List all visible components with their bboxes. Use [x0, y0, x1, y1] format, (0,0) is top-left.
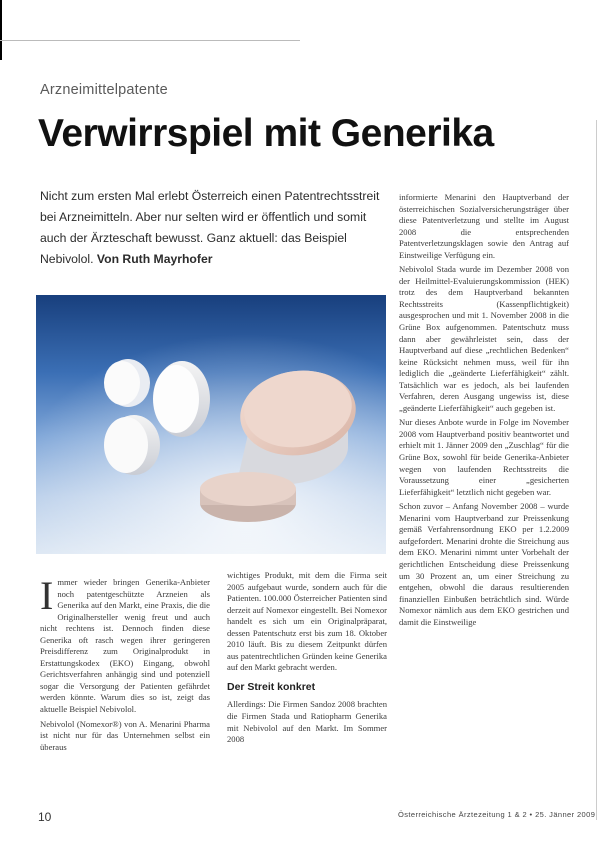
scan-edge-left [0, 0, 2, 60]
body-paragraph: Schon zuvor – Anfang November 2008 – wurde Menarini vom Hauptverband zur Preissenkung gemäß Verfahrensordnung EKO per 1.2.2009 aufgefordert. Menarini drohte die Streichung aus dem EKO. Menarini nimmt unter Vorbehalt der gerichtlichen Entscheidung diese Preissenkung um 30 Prozent an, um einer Streichung zu entgehen, obwohl die daraus resultierenden finanziellen Einbußen beträchtlich sind. Würde Nomexor nämlich aus dem EKO gestrichen und damit die Einstweilige [399, 501, 569, 627]
body-paragraph: Nur dieses Anbote wurde in Folge im November 2008 vom Hauptverband positiv beantwortet und erhielt mit 1. Jänner 2009 den „Zuschlag“ für die Grüne Box, sowohl für beide Generika-Anbieter wegen von laufenden Rechtsstreits die Voraussetzung einer „gesicherten Lieferfähigkeit“ letztlich nicht gegeben war. [399, 417, 569, 497]
body-paragraph: Nebivolol (Nomexor®) von A. Menarini Pharma ist nicht nur für das Unternehmen selbst ein überaus [40, 718, 210, 752]
tablet-front [200, 472, 296, 522]
lead-author: Von Ruth Mayrhofer [96, 252, 213, 266]
dropcap: I [40, 577, 54, 618]
section-kicker: Arzneimittelpatente [40, 82, 168, 98]
paragraph-text: mmer wieder bringen Generika-Anbieter noch patentgeschützte Arzneien als Generika auf den Markt, eine Praxis, die die Originalhersteller wenig freut und auch nicht rechtens ist. Dennoch finden diese Generika oft rasch wegen ihrer geringeren Preisdifferenz zum Originalprodukt in Erstattungskodex (EKO) Eingang, obwohl Gerichtsverfahren anhängig sind und potenziell sogar die Versorgung der Patienten gefährdet werden könnte. Warum dies so ist, zeigt das aktuelle Beispiel Nebivolol. [40, 577, 210, 715]
body-paragraph [40, 577, 210, 716]
body-column-3 [399, 192, 569, 812]
body-paragraph: Nebivolol Stada wurde im Dezember 2008 von der Heilmittel-Evaluierungskommission (HEK) trotz des dem Hauptverband bekannten Rechtsstreits (Kassenpflichtigkeit) ausgesprochen und mit 1. November 2008 in die Grüne Box aufgenommen. Patentschutz muss dann aber gewährleistet sein, dass der Hauptverband auf diese „rechtlichen Bedenken“ keine Rücksicht nehmen muss, weil für ihn lediglich die „geänderte Lieferfähigkeit“ zählt. Tatsächlich war es jedoch, als bei laufenden Verfahren, deren Ausgang ungewiss ist, diese „geänderte Lieferfähigkeit“ auch gegeben ist. [399, 264, 569, 413]
body-column-1 [40, 577, 210, 799]
tablet-far-left [104, 359, 150, 407]
article-lead [40, 186, 390, 270]
body-paragraph: wichtiges Produkt, mit dem die Firma seit 2005 aufgebaut wurde, sondern auch für die Patienten. 100.000 Österreicher Patienten sind derzeit auf Nomexor eingestellt. Bei Nomexor handelt es sich um ein Originalpräparat, dessen Patentschutz erst bis zum 18. Oktober 2010 läuft. Bis zu diesem Zeitpunkt dürfen aus patentrechtlichen Gründen keine Generika auf den Markt gebracht werden. [227, 570, 387, 673]
tablets-illustration [36, 295, 386, 554]
publication-footer: Österreichische Ärztezeitung 1 & 2 • 25. Jänner 2009 [398, 810, 596, 819]
tablets-photo [36, 295, 386, 554]
body-paragraph: Allerdings: Die Firmen Sandoz 2008 brachten die Firmen Stada und Ratiopharm Generika mit Nebivolol auf den Markt. Im Sommer 2008 [227, 699, 387, 745]
section-subheading: Der Streit konkret [227, 680, 316, 693]
body-paragraph: informierte Menarini den Hauptverband der österreichischen Sozialversicherungsträger über diese Patentverletzung und stellte im August 2008 die entsprechenden Patentverletzungsklagen sowie den Antrag auf Einstweilige Verfügung ein. [399, 192, 569, 260]
page-number: 10 [38, 810, 52, 824]
scan-edge-top [0, 40, 300, 41]
article-headline: Verwirrspiel mit Generika [38, 112, 494, 155]
lead-text: Nicht zum ersten Mal erlebt Österreich einen Patentrechtsstreit bei Arzneimitteln. Aber nur selten wird er öffentlich und somit auch der Ärzteschaft bewusst. Ganz aktuell: das Beispiel Nebivolol. [40, 189, 380, 266]
scan-edge-right [596, 120, 597, 820]
tablet-left [104, 415, 160, 475]
body-column-2 [227, 570, 387, 805]
